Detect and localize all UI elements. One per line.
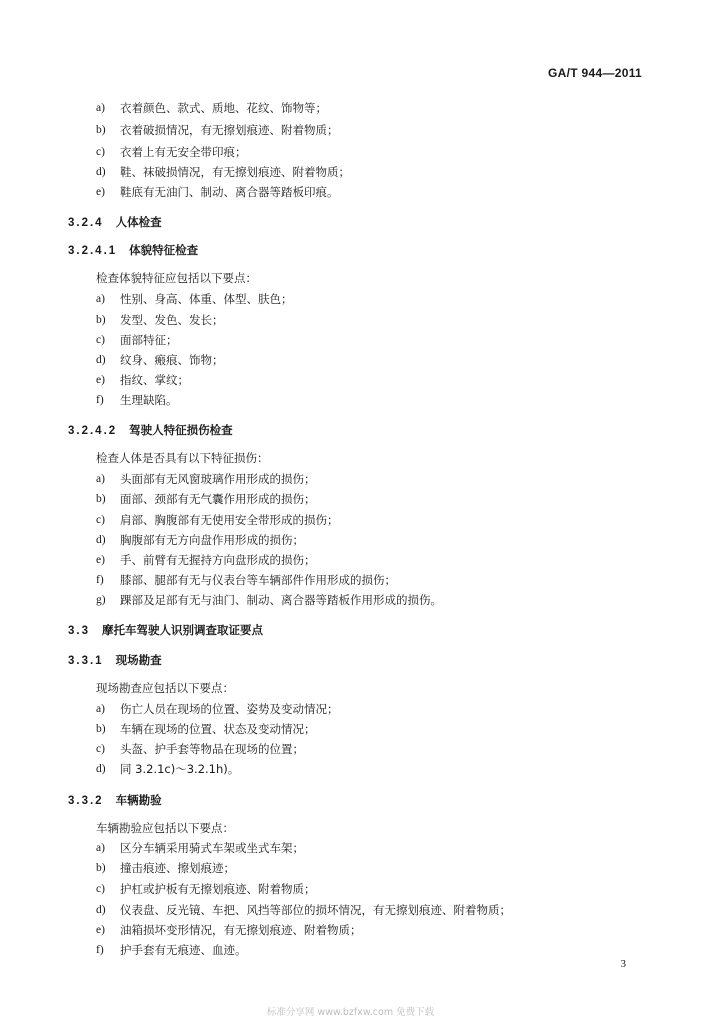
section-heading: 3.3.2 车辆勘验 — [68, 793, 162, 807]
document-page: GA/T 944—2011 a) 衣着颜色、款式、质地、花纹、饰物等； b) 衣着破损情况，有无擦划痕迹、附着物质； c) 衣着上有无安全带印痕； d) 鞋、袜破损情况，有无擦划痕迹、附着物质； e) 鞋底有无油门、制动、离合器等踏板印痕。 3.2.4 人体检查 3.2.4.1 体貌特征检查 检查体貌特征应包括以下要点： a) 性别、身高、体重、体型、肤色； b) 发型、发色、发长； c) 面部特征； d) 纹身、瘢痕、饰物； e) 指纹、掌纹； f) 生理缺陷。 3.2.4.2 驾驶人特征损伤检查 检查人体是否具有以下特征损伤： a) 头面部有无风窗玻璃作用形成的损伤； b) 面部、颈部有无气囊作用形成的损伤； c) 肩部、胸腹部有无使用安全带形成的损伤； d) 胸腹部有无方向盘作用形成的损伤； e) 手、前臂有无握持方向盘形成的损伤； f) 膝部、腿部有无与仪表台等车辆部件作用形成的损伤； g) 踝部及足部有无与油门、制动、离合器等踏板作用形成的损伤。 3.3 摩托车驾驶人识别调查取证要点 3.3.1 现场勘查 现场勘查应包括以下要点： a) 伤亡人员在现场的位置、姿势及变动情况； b) 车辆在现场的位置、状态及变动情况； c) 头盔、护手套等物品在现场的位置； d) 同 3.2.1c)～3.2.1h)。 3.3.2 车辆勘验 车辆勘验应包括以下要点： a) 区分车辆采用骑式车架或坐式车架； b) 撞击痕迹、擦划痕迹； c) 护杠或护板有无擦划痕迹、附着物质； d) 仪表盘、反光镜、车把、风挡等部位的损坏情况，有无擦划痕迹、附着物质； e) 油箱损坏变形情况，有无擦划痕迹、附着物质； f) 护手套有无痕迹、血迹。 3 标准分享网 www.bzfxw.com 免费下载 — [0, 0, 701, 1024]
section-heading: 3.2.4.2 驾驶人特征损伤检查 — [68, 423, 233, 437]
paragraph: 检查人体是否具有以下特征损伤： — [96, 451, 269, 465]
paragraph: 检查体貌特征应包括以下要点： — [96, 271, 257, 285]
document-code: GA/T 944—2011 — [548, 66, 642, 80]
watermark-footer: 标准分享网 www.bzfxw.com 免费下载 — [266, 1007, 435, 1018]
section-heading: 3.2.4 人体检查 — [68, 215, 162, 229]
section-heading: 3.3 摩托车驾驶人识别调查取证要点 — [68, 623, 263, 637]
section-heading: 3.3.1 现场勘查 — [68, 653, 162, 667]
page-number: 3 — [620, 958, 626, 970]
paragraph: 车辆勘验应包括以下要点： — [96, 821, 234, 835]
paragraph: 现场勘查应包括以下要点： — [96, 681, 234, 695]
section-heading: 3.2.4.1 体貌特征检查 — [68, 243, 199, 257]
